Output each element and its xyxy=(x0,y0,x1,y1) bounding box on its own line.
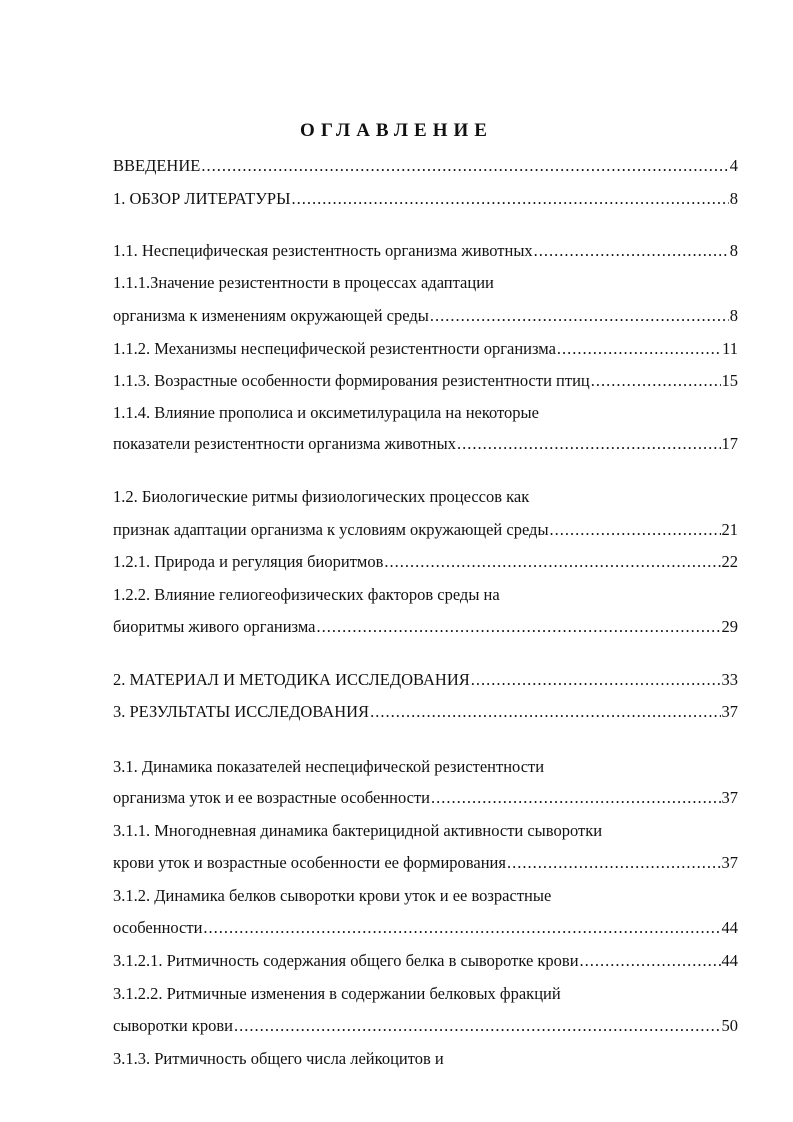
leader-dots xyxy=(430,303,729,329)
toc-entry-text: 1.2.1. Природа и регуляция биоритмов xyxy=(113,552,384,571)
toc-entry xyxy=(113,850,738,876)
toc-entry xyxy=(113,614,738,640)
toc-entry-page: 37 xyxy=(721,788,738,807)
toc-entry-text: 2. МАТЕРИАЛ И МЕТОДИКА ИССЛЕДОВАНИЯ xyxy=(113,670,470,689)
leader-dots xyxy=(370,699,720,725)
toc-entry-text: ВВЕДЕНИЕ xyxy=(113,156,201,175)
toc-entry xyxy=(113,699,738,725)
leader-dots xyxy=(471,667,721,693)
toc-entry-page: 4 xyxy=(729,156,738,175)
leader-dots xyxy=(203,915,720,941)
leader-dots xyxy=(457,431,721,457)
toc-entry-page: 44 xyxy=(721,951,738,970)
toc-entry-continued xyxy=(113,883,738,909)
toc-entry-text: сыворотки крови xyxy=(113,1016,233,1035)
leader-dots xyxy=(317,614,721,640)
toc-entry-continued xyxy=(113,400,738,426)
toc-entry-page: 8 xyxy=(729,241,738,260)
toc-entry xyxy=(113,186,738,212)
toc-entry-text: 3.1. Динамика показателей неспецифической резистентности xyxy=(113,757,545,776)
toc-entry-text: 1.2. Биологические ритмы физиологических процессов как xyxy=(113,487,530,506)
toc-entry-continued xyxy=(113,270,738,296)
toc-entry-text: 3.1.3. Ритмичность общего числа лейкоцитов и xyxy=(113,1049,444,1068)
leader-dots xyxy=(201,153,728,179)
toc-entry-text: биоритмы живого организма xyxy=(113,617,316,636)
toc-entry-page: 8 xyxy=(729,306,738,325)
toc-entry-continued xyxy=(113,1046,738,1072)
toc-entry-page: 11 xyxy=(722,339,738,358)
toc-entry-page: 29 xyxy=(721,617,738,636)
toc-entry-text: показатели резистентности организма животных xyxy=(113,434,456,453)
toc-entry-text: 1.1.4. Влияние прополиса и оксиметилурацила на некоторые xyxy=(113,403,539,422)
toc-entry xyxy=(113,517,738,543)
leader-dots xyxy=(557,336,721,362)
toc-entry-text: организма к изменениям окружающей среды xyxy=(113,306,429,325)
toc-entry xyxy=(113,549,738,575)
toc-entry-text: 1.2.2. Влияние гелиогеофизических факторов среды на xyxy=(113,585,500,604)
toc-entry-text: особенности xyxy=(113,918,203,937)
toc-entry-text: 1.1.1.Значение резистентности в процессах адаптации xyxy=(113,273,494,292)
page-title: ОГЛАВЛЕНИЕ xyxy=(300,120,493,141)
toc-entry xyxy=(113,1013,738,1039)
toc-entry-text: признак адаптации организма к условиям окружающей среды xyxy=(113,520,549,539)
toc-entry-text: 1.1. Неспецифическая резистентность организма животных xyxy=(113,241,533,260)
toc-entry-text: 1.1.3. Возрастные особенности формирования резистентности птиц xyxy=(113,371,590,390)
toc-entry-page: 50 xyxy=(721,1016,738,1035)
toc-entry xyxy=(113,336,738,362)
toc-entry-page: 37 xyxy=(721,853,738,872)
toc-entry xyxy=(113,785,738,811)
toc-entry-page: 8 xyxy=(729,189,738,208)
toc-entry-text: 3.1.2.2. Ритмичные изменения в содержании белковых фракций xyxy=(113,984,561,1003)
toc-entry-continued xyxy=(113,582,738,608)
toc-entry-page: 22 xyxy=(721,552,738,571)
toc-entry-page: 17 xyxy=(721,434,738,453)
leader-dots xyxy=(234,1013,721,1039)
toc-entry-continued xyxy=(113,754,738,780)
toc-entry-page: 15 xyxy=(721,371,738,390)
toc-entry-text: 1. ОБЗОР ЛИТЕРАТУРЫ xyxy=(113,189,291,208)
toc-entry xyxy=(113,948,738,974)
toc-entry xyxy=(113,915,738,941)
leader-dots xyxy=(384,549,720,575)
toc-entry-page: 44 xyxy=(721,918,738,937)
leader-dots xyxy=(292,186,729,212)
toc-entry-text: 3.1.1. Многодневная динамика бактерицидной активности сыворотки xyxy=(113,821,603,840)
toc-entry-page: 37 xyxy=(721,702,738,721)
toc-entry xyxy=(113,153,738,179)
toc-entry xyxy=(113,431,738,457)
toc-entry xyxy=(113,238,738,264)
toc-entry-page: 33 xyxy=(721,670,738,689)
toc-entry-text: крови уток и возрастные особенности ее формирования xyxy=(113,853,506,872)
toc-entry-page: 21 xyxy=(721,520,738,539)
leader-dots xyxy=(550,517,721,543)
leader-dots xyxy=(534,238,729,264)
toc-entry-text: 1.1.2. Механизмы неспецифической резистентности организма xyxy=(113,339,556,358)
toc-entry xyxy=(113,303,738,329)
toc-entry-text: организма уток и ее возрастные особенности xyxy=(113,788,431,807)
toc-entry-continued xyxy=(113,818,738,844)
leader-dots xyxy=(591,368,721,394)
toc-entry-text: 3.1.2. Динамика белков сыворотки крови уток и ее возрастные xyxy=(113,886,552,905)
toc-entry xyxy=(113,368,738,394)
toc-entry-text: 3. РЕЗУЛЬТАТЫ ИССЛЕДОВАНИЯ xyxy=(113,702,370,721)
toc-entry xyxy=(113,667,738,693)
leader-dots xyxy=(580,948,721,974)
toc-entry-text: 3.1.2.1. Ритмичность содержания общего белка в сыворотке крови xyxy=(113,951,579,970)
toc-entry-continued xyxy=(113,981,738,1007)
toc-entry-continued xyxy=(113,484,738,510)
leader-dots xyxy=(431,785,720,811)
leader-dots xyxy=(507,850,721,876)
